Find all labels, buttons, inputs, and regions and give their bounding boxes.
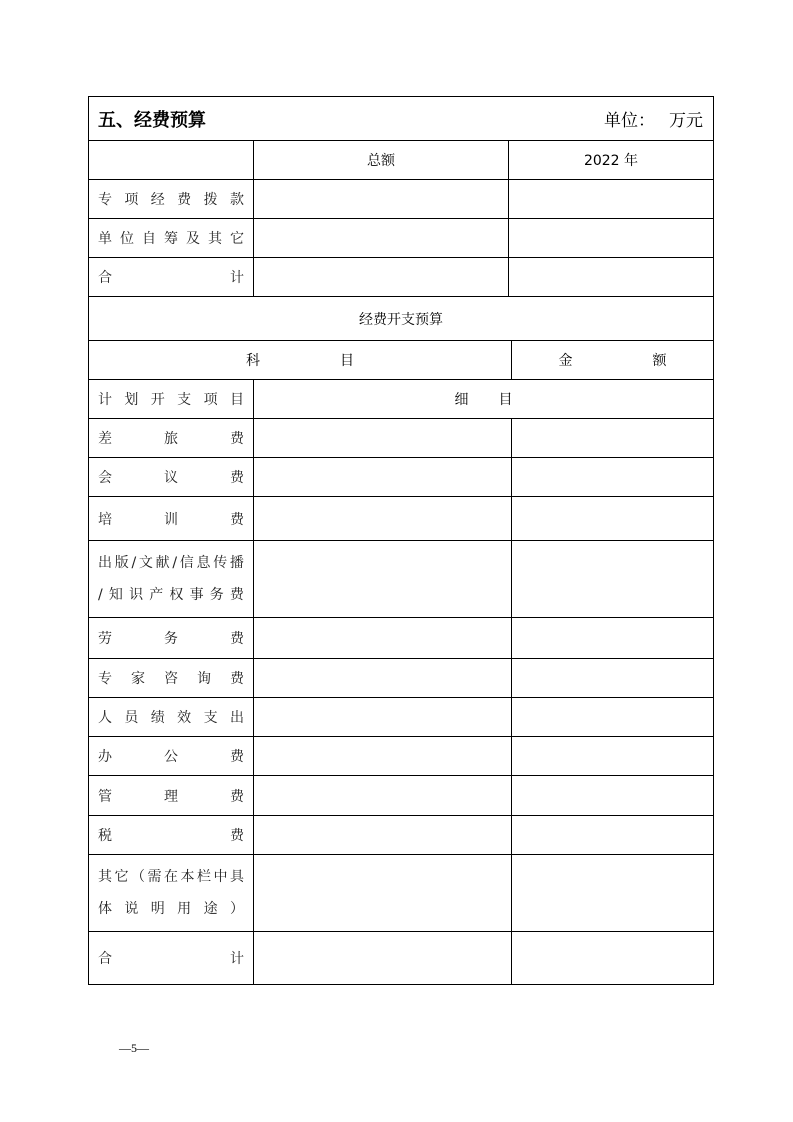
row-label: 税 费: [98, 828, 244, 844]
detail-cell[interactable]: [254, 541, 512, 618]
amount-cell[interactable]: [512, 419, 714, 458]
row-label-line1: 其 它 （ 需 在 本 栏 中 具: [98, 869, 244, 885]
detail-cell[interactable]: [254, 698, 512, 737]
amount-cell[interactable]: [512, 698, 714, 737]
unit-label: 单位： 万元: [604, 111, 703, 131]
amount-cell[interactable]: [512, 497, 714, 541]
row-label: 劳 务 费: [98, 631, 244, 647]
total-cell[interactable]: [254, 219, 509, 258]
row-label-line1: 出 版 / 文 献 / 信 息 传 播: [98, 555, 244, 571]
expense-row: [89, 497, 714, 541]
funding-row: [89, 219, 714, 258]
amount-cell[interactable]: [512, 618, 714, 659]
detail-cell[interactable]: [254, 737, 512, 776]
amount-cell[interactable]: [512, 737, 714, 776]
expense-row: [89, 855, 714, 932]
header-year: 2022 年: [509, 141, 714, 180]
section-title-row: [89, 97, 714, 141]
expense-colhead-row: [89, 341, 714, 380]
expense-row: [89, 659, 714, 698]
row-label: 培 训 费: [98, 511, 244, 528]
amount-cell[interactable]: [512, 855, 714, 932]
expense-title-row: [89, 297, 714, 341]
funding-header-blank: [89, 141, 254, 180]
plan-header: 计 划 开 支 项 目: [98, 392, 244, 408]
section-title: 五、经费预算: [98, 109, 206, 131]
expense-title: 经费开支预算: [89, 297, 714, 341]
row-label-line2: 体 说 明 用 途 ）: [98, 901, 244, 917]
funding-row: [89, 180, 714, 219]
detail-cell[interactable]: [254, 497, 512, 541]
header-subject: 科 目: [246, 353, 354, 369]
expense-row: [89, 816, 714, 855]
detail-cell[interactable]: [254, 855, 512, 932]
funding-header-row: [89, 141, 714, 180]
amount-cell[interactable]: [512, 776, 714, 816]
expense-row: [89, 737, 714, 776]
row-label-line2: / 知 识 产 权 事 务 费: [98, 587, 244, 603]
detail-cell[interactable]: [254, 419, 512, 458]
detail-header: 细 目: [454, 392, 513, 408]
detail-cell[interactable]: [254, 776, 512, 816]
header-amount: 金 额: [558, 353, 667, 369]
row-label: 差 旅 费: [98, 431, 244, 447]
detail-cell[interactable]: [254, 618, 512, 659]
expense-total-row: [89, 932, 714, 985]
row-label: 办 公 费: [98, 749, 244, 765]
total-cell[interactable]: [254, 258, 509, 297]
expense-row: [89, 776, 714, 816]
detail-cell[interactable]: [254, 816, 512, 855]
expense-row: [89, 419, 714, 458]
plan-header-row: [89, 380, 714, 419]
header-total: 总额: [254, 141, 509, 180]
row-label: 单 位 自 筹 及 其 它: [98, 231, 244, 247]
year-cell[interactable]: [509, 258, 714, 297]
detail-cell[interactable]: [254, 659, 512, 698]
total-cell[interactable]: [254, 180, 509, 219]
row-label: 合 计: [98, 270, 244, 286]
unit-value: 万元: [669, 111, 703, 131]
page-number: —5—: [119, 1041, 149, 1055]
row-label: 合 计: [98, 951, 244, 967]
funding-total-row: [89, 258, 714, 297]
expense-row: [89, 618, 714, 659]
amount-cell[interactable]: [512, 541, 714, 618]
row-label: 人 员 绩 效 支 出: [98, 710, 244, 726]
year-cell[interactable]: [509, 180, 714, 219]
year-cell[interactable]: [509, 219, 714, 258]
amount-cell[interactable]: [512, 659, 714, 698]
budget-table: [88, 96, 714, 985]
amount-cell[interactable]: [512, 816, 714, 855]
expense-row: [89, 541, 714, 618]
amount-cell[interactable]: [512, 458, 714, 497]
row-label: 会 议 费: [98, 470, 244, 486]
expense-row: [89, 698, 714, 737]
row-label: 管 理 费: [98, 788, 244, 805]
detail-cell[interactable]: [254, 932, 512, 985]
detail-cell[interactable]: [254, 458, 512, 497]
expense-row: [89, 458, 714, 497]
row-label: 专 项 经 费 拨 款: [98, 192, 244, 208]
row-label: 专 家 咨 询 费: [98, 671, 244, 687]
amount-cell[interactable]: [512, 932, 714, 985]
